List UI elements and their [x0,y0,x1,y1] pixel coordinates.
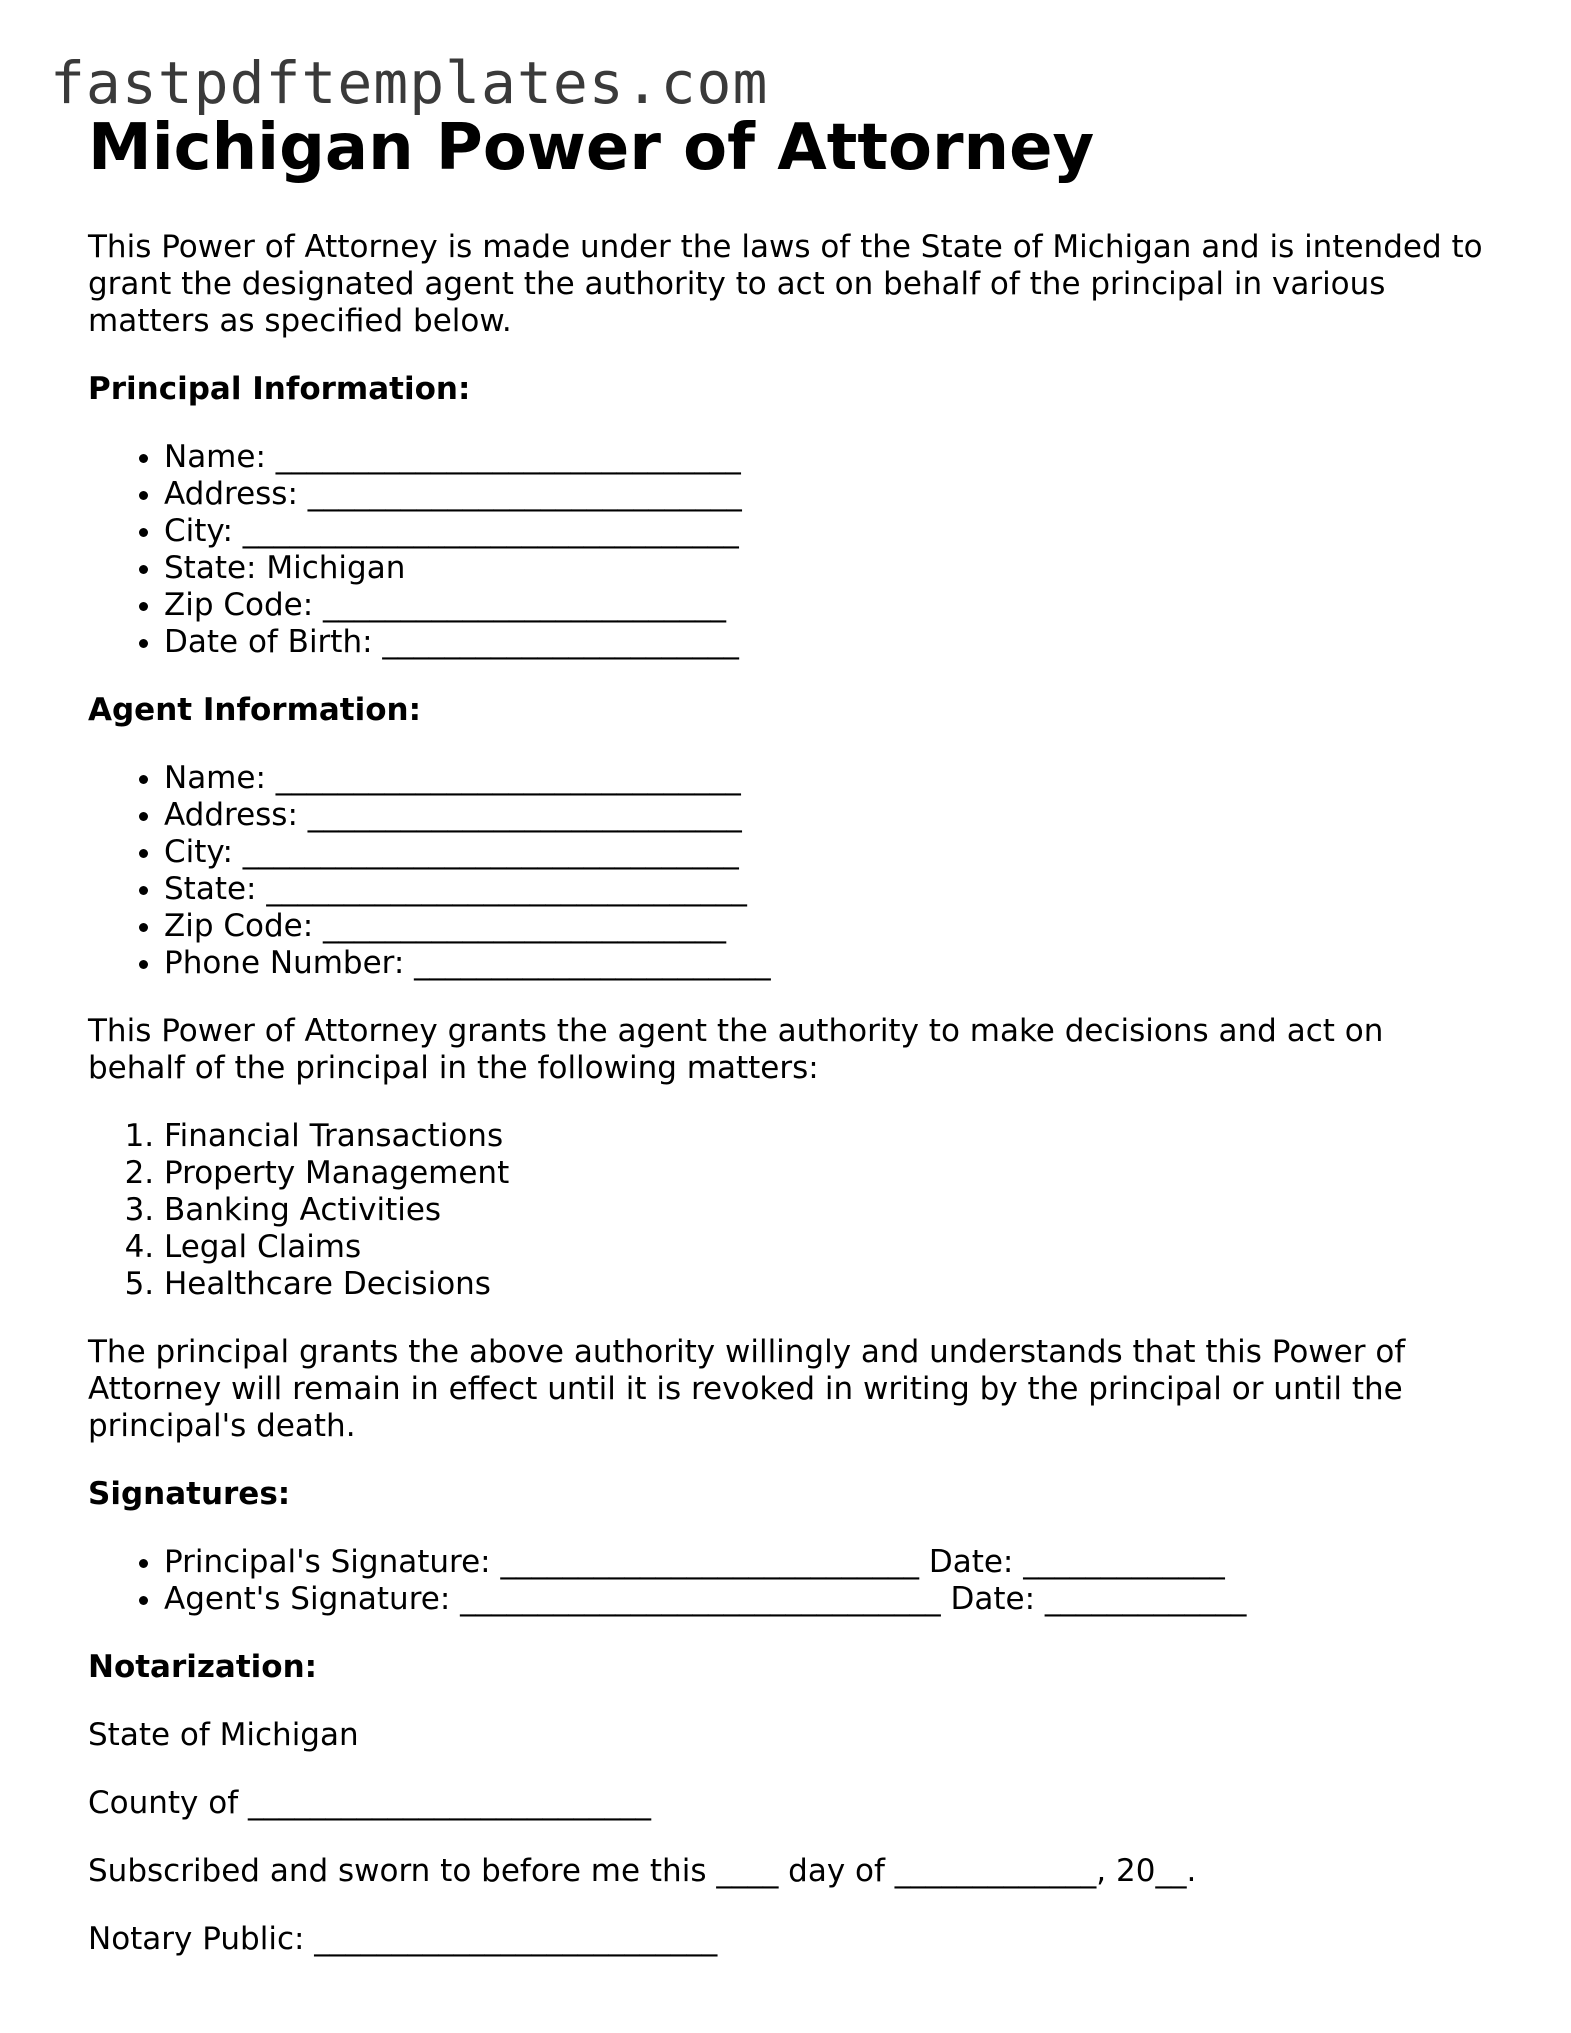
principal-heading: Principal Information: [88,371,471,407]
principal-name-field[interactable]: • Name: ______________________________ [164,439,1488,476]
agent-info-list [88,760,1488,982]
agent-zip-field[interactable]: • Zip Code: __________________________ [164,908,1488,945]
intro-paragraph: This Power of Attorney is made under the laws of the State of Michigan and is intended to grant the designated agent the authority to act on behalf of the principal in various matters as specified below. [88,229,1483,339]
grant-paragraph: This Power of Attorney grants the agent the authority to make decisions and act on behalf of the principal in the following matters: [88,1013,1384,1086]
document-title: Michigan Power of Attorney [88,111,1095,185]
matters-list [88,1118,1488,1303]
principal-dob-field[interactable]: • Date of Birth: _______________________ [164,624,1488,661]
matter-item: 5. Healthcare Decisions [164,1266,1488,1303]
matter-item: 2. Property Management [164,1155,1488,1192]
signatures-heading: Signatures: [88,1476,291,1512]
document-body [88,108,1488,1958]
agent-heading: Agent Information: [88,692,421,728]
agent-address-field[interactable]: • Address: ____________________________ [164,797,1488,834]
effect-paragraph: The principal grants the above authority willingly and understands that this Power of Attorney will remain in effect until it is revoked in writing by the principal or until the principal's death. [88,1334,1406,1444]
principal-state-field: • State: Michigan [164,550,1488,587]
principal-zip-field[interactable]: • Zip Code: __________________________ [164,587,1488,624]
agent-signature-line[interactable]: • Agent's Signature: _______________________________ Date: _____________ [164,1581,1488,1618]
principal-address-field[interactable]: • Address: ____________________________ [164,476,1488,513]
principal-city-field[interactable]: • City: ________________________________ [164,513,1488,550]
notary-state: State of Michigan [88,1717,359,1753]
notary-county-line[interactable]: County of __________________________ [88,1785,651,1821]
matter-item: 3. Banking Activities [164,1192,1488,1229]
agent-state-field[interactable]: • State: _______________________________ [164,871,1488,908]
notary-sworn-line[interactable]: Subscribed and sworn to before me this ____ day of _____________, 20__. [88,1853,1197,1889]
matter-item: 1. Financial Transactions [164,1118,1488,1155]
principal-signature-line[interactable]: • Principal's Signature: ___________________________ Date: _____________ [164,1544,1488,1581]
agent-phone-field[interactable]: • Phone Number: _______________________ [164,945,1488,982]
watermark-text: fastpdftemplates.com [50,49,769,117]
signatures-list [88,1544,1488,1618]
principal-info-list [88,439,1488,661]
notary-public-line[interactable]: Notary Public: __________________________ [88,1921,718,1957]
agent-city-field[interactable]: • City: ________________________________ [164,834,1488,871]
notarization-heading: Notarization: [88,1649,318,1685]
matter-item: 4. Legal Claims [164,1229,1488,1266]
agent-name-field[interactable]: • Name: ______________________________ [164,760,1488,797]
